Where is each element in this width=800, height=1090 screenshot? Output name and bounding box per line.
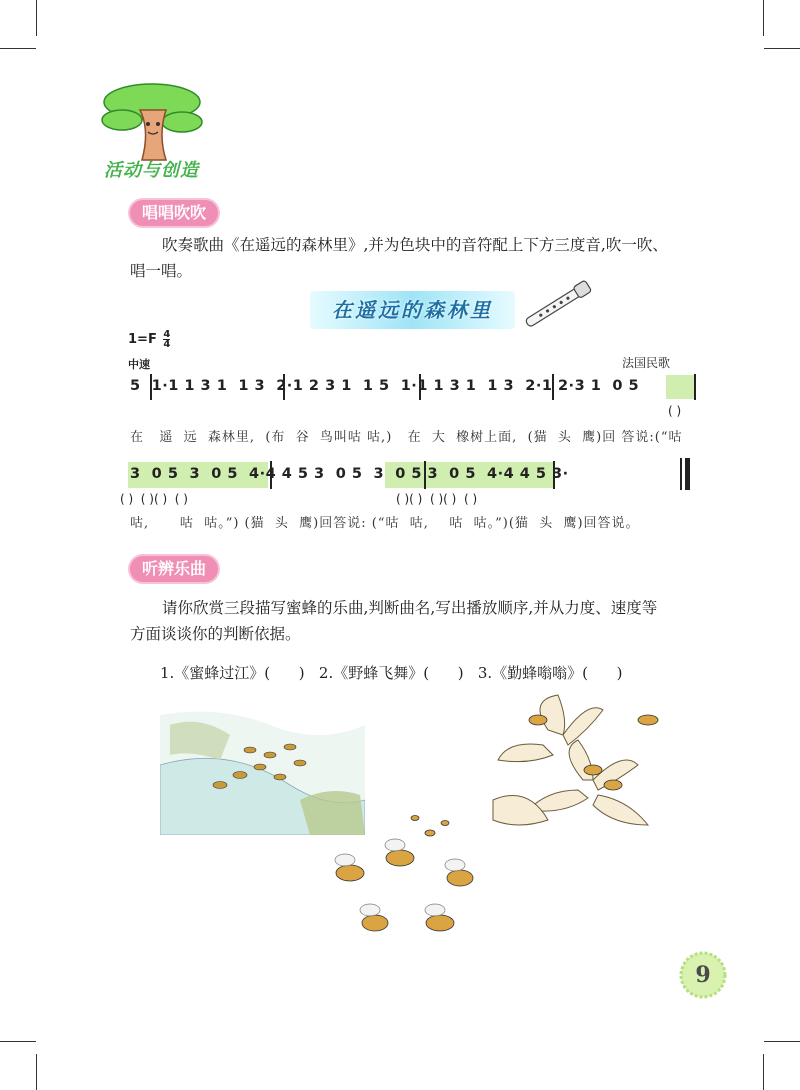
final-bar-thick	[685, 458, 690, 490]
answer-parens-a: ( ) ( )( ) ( )	[120, 492, 188, 506]
crop-mark	[764, 1041, 800, 1042]
section-badge-listen: 听辨乐曲	[130, 556, 218, 582]
crop-mark	[763, 0, 764, 36]
crop-mark	[0, 48, 36, 49]
answer-parens-b: ( )( ) ( )( ) ( )	[396, 492, 478, 506]
key-label: 1=F	[128, 332, 157, 347]
notation-row-1: 5 1·1 1 3 1 1 3 2·1 2 3 1 1 5 1·1 1 3 1 1 3 2·1 2·3 1 0 5	[130, 378, 640, 394]
notation-row-2: 3 0 5 3 0 5 4·4 4 5 3 0 5 3 0 5 3 0 5 4·4 4 5 3·	[130, 466, 569, 482]
instruction-line-2: 唱一唱。	[130, 262, 193, 280]
activity-title: 活动与创造	[104, 160, 199, 181]
crop-mark	[36, 0, 37, 36]
time-sig-top: 4	[163, 329, 171, 340]
lyrics-row-1: 在 遥 远 森林里, (布 谷 鸟叫咕 咕,) 在 大 橡树上面, (猫 头 鹰)回 答说:(“咕	[130, 430, 683, 445]
tempo-marking: 中速	[128, 358, 150, 371]
lyrics-row-2: 咕, 咕 咕。”) (猫 头 鹰)回答说: (“咕 咕, 咕 咕。”)(猫 头 鹰)回答说。	[130, 516, 640, 531]
bees-on-lilies-illustration	[488, 690, 678, 835]
song-origin: 法国民歌	[622, 356, 671, 370]
crop-mark	[763, 1054, 764, 1090]
crop-mark	[764, 48, 800, 49]
piece-choices: 1.《蜜蜂过江》( ) 2.《野蜂飞舞》( ) 3.《勤蜂嗡嗡》( )	[160, 664, 623, 682]
song-title-banner: 在遥远的森林里	[310, 291, 515, 329]
crop-mark	[0, 1041, 36, 1042]
time-signature	[163, 330, 170, 349]
bar-line	[694, 374, 696, 400]
instruction-line-2: 方面谈谈你的判断依据。	[130, 625, 301, 643]
crop-mark	[36, 1054, 37, 1090]
tree-logo-icon	[100, 80, 205, 165]
answer-paren: ( )	[668, 404, 682, 418]
time-sig-bottom: 4	[163, 339, 171, 350]
key-signature	[128, 330, 170, 349]
page-number: 9	[695, 962, 711, 988]
flying-bees-illustration	[315, 808, 485, 948]
recorder-icon	[518, 280, 598, 330]
instruction-line-1: 请你欣赏三段描写蜜蜂的乐曲,判断曲名,写出播放顺序,并从力度、速度等	[162, 599, 658, 617]
section-badge-sing-play: 唱唱吹吹	[130, 200, 218, 226]
instruction-line-1: 吹奏歌曲《在遥远的森林里》,并为色块中的音符配上下方三度音,吹一吹、	[162, 236, 668, 254]
final-bar-line	[680, 458, 682, 490]
